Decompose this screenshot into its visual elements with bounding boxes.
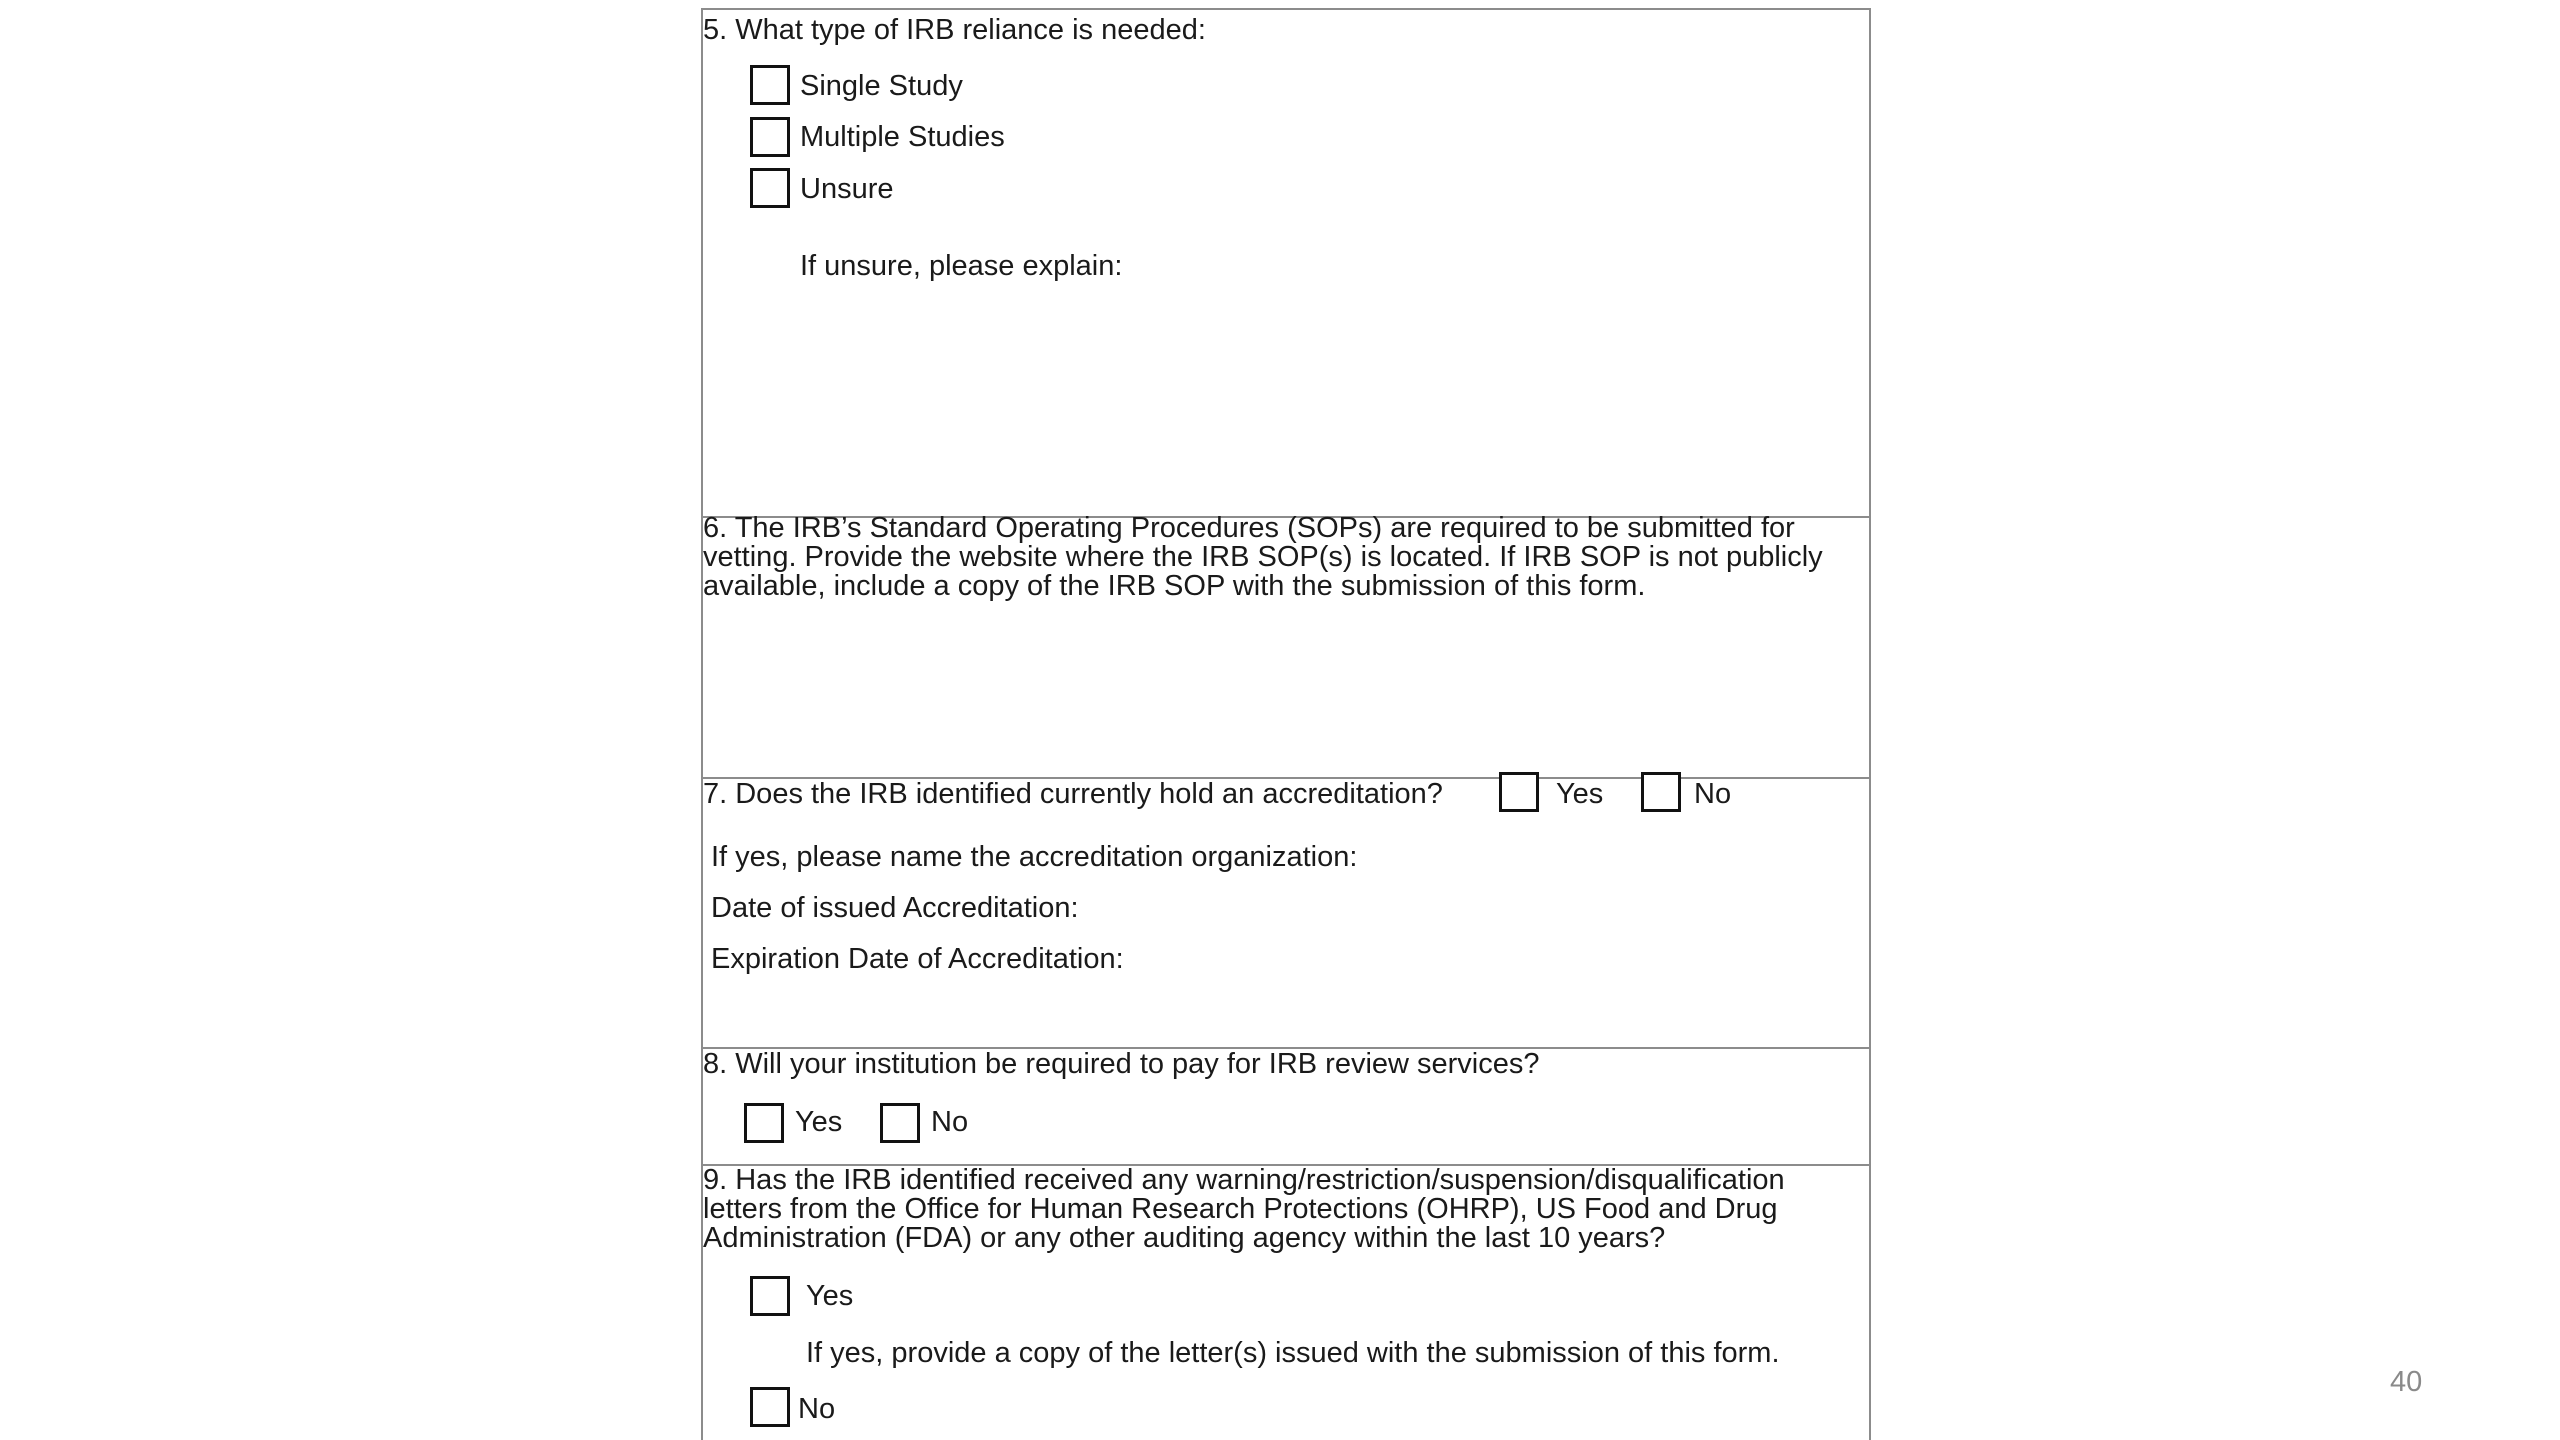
q7-question: 7. Does the IRB identified currently hold an accreditation?	[703, 778, 1443, 810]
q8-no-checkbox[interactable]	[880, 1103, 920, 1143]
q6-website-field[interactable]	[713, 610, 1853, 770]
q9-no-label: No	[798, 1393, 836, 1425]
q5-single-study-checkbox[interactable]	[750, 65, 790, 105]
q7-no-checkbox[interactable]	[1641, 772, 1681, 812]
q7-yes-label: Yes	[1556, 778, 1604, 810]
q7-date-issued-label: Date of issued Accreditation:	[711, 892, 1079, 924]
q6-text-line-3: available, include a copy of the IRB SOP with the submission of this form.	[703, 570, 1646, 602]
q9-text-line-2: letters from the Office for Human Research Protections (OHRP), US Food and Drug	[703, 1193, 1778, 1225]
q9-yes-label: Yes	[806, 1280, 854, 1312]
q9-no-checkbox[interactable]	[750, 1387, 790, 1427]
q9-yes-note: If yes, provide a copy of the letter(s) issued with the submission of this form.	[806, 1337, 1780, 1369]
q6-text-line-2: vetting. Provide the website where the IRB SOP(s) is located. If IRB SOP is not publicly	[703, 541, 1823, 573]
q5-unsure-checkbox[interactable]	[750, 168, 790, 208]
q7-expiration-label: Expiration Date of Accreditation:	[711, 943, 1124, 975]
q5-unsure-label: Unsure	[800, 173, 894, 205]
q5-explain-field[interactable]	[800, 290, 1800, 500]
q9-text-line-1: 9. Has the IRB identified received any warning/restriction/suspension/disqualification	[703, 1164, 1785, 1196]
q7-no-label: No	[1694, 778, 1732, 810]
q8-yes-checkbox[interactable]	[744, 1103, 784, 1143]
q5-single-study-label: Single Study	[800, 70, 963, 102]
q7-yes-checkbox[interactable]	[1499, 772, 1539, 812]
q5-explain-label: If unsure, please explain:	[800, 250, 1123, 282]
q9-text-line-3: Administration (FDA) or any other auditing agency within the last 10 years?	[703, 1222, 1666, 1254]
irb-reliance-form	[701, 8, 1871, 1440]
q8-yes-label: Yes	[795, 1106, 843, 1138]
q7-org-label: If yes, please name the accreditation organization:	[711, 841, 1358, 873]
q8-no-label: No	[931, 1106, 969, 1138]
page-number: 40	[2390, 1366, 2423, 1398]
q8-question: 8. Will your institution be required to pay for IRB review services?	[703, 1048, 1540, 1080]
q5-question: 5. What type of IRB reliance is needed:	[703, 14, 1206, 46]
q9-yes-checkbox[interactable]	[750, 1276, 790, 1316]
q6-text-line-1: 6. The IRB’s Standard Operating Procedures (SOPs) are required to be submitted for	[703, 512, 1795, 544]
q5-multiple-studies-checkbox[interactable]	[750, 117, 790, 157]
q5-multiple-studies-label: Multiple Studies	[800, 121, 1005, 153]
